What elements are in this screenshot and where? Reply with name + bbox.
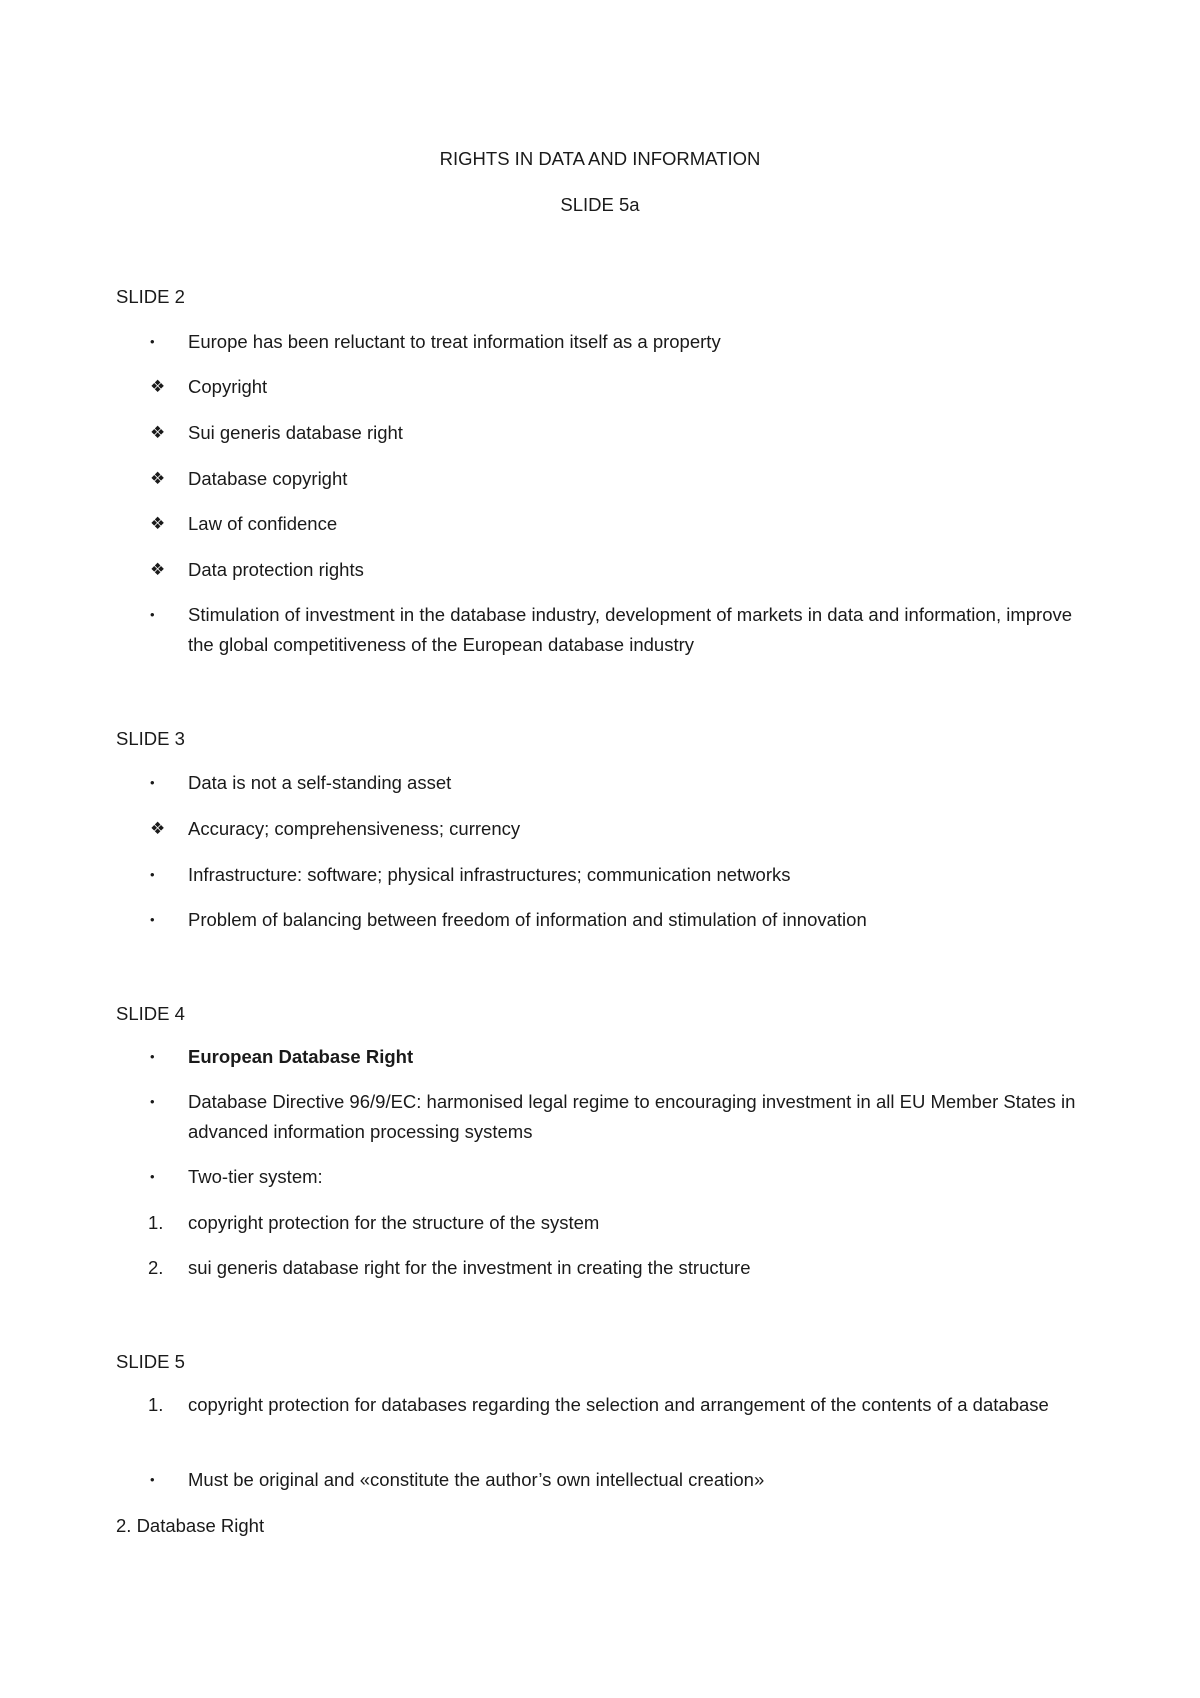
list-number: 2. [148,1257,164,1278]
bullet-diamond-icon: ❖ [150,469,166,488]
database-right-line: 2. Database Right [116,1515,265,1536]
list-item: European Database Right [188,1046,414,1067]
list-item: Data protection rights [188,559,364,580]
bullet-dot-icon: • [150,1472,155,1487]
bullet-dot-icon: • [150,1169,155,1184]
bullet-diamond-icon: ❖ [150,423,166,442]
list-number: 1. [148,1394,164,1415]
list-item: Stimulation of investment in the database industry, development of markets in data and information, improve the global competitiveness of the European database industry [188,604,1073,655]
list-number: 1. [148,1212,164,1233]
list-item: Two-tier system: [188,1166,323,1187]
list-item: Europe has been reluctant to treat information itself as a property [188,331,721,352]
bullet-diamond-icon: ❖ [150,560,166,579]
list-item: Must be original and «constitute the author’s own intellectual creation» [188,1469,765,1490]
bullet-diamond-icon: ❖ [150,377,166,396]
bullet-dot-icon: • [150,1049,155,1064]
list-item: Data is not a self-standing asset [188,772,452,793]
document-title: RIGHTS IN DATA AND INFORMATION [439,148,761,169]
list-item: copyright protection for the structure of the system [188,1212,600,1233]
bullet-dot-icon: • [150,1094,155,1109]
bullet-dot-icon: • [150,775,155,790]
document-subtitle: SLIDE 5a [560,194,640,215]
bullet-dot-icon: • [150,867,155,882]
section-heading-slide-4: SLIDE 4 [116,1003,185,1024]
bullet-dot-icon: • [150,912,155,927]
bullet-dot-icon: • [150,334,155,349]
bullet-diamond-icon: ❖ [150,514,166,533]
list-item: Database copyright [188,468,348,489]
section-heading-slide-2: SLIDE 2 [116,286,185,307]
list-item: Accuracy; comprehensiveness; currency [188,818,521,839]
bullet-dot-icon: • [150,607,155,622]
list-item: Sui generis database right [188,422,403,443]
list-item: Law of confidence [188,513,338,534]
list-item: copyright protection for databases regarding the selection and arrangement of the contents of a database [188,1394,1049,1415]
list-item: Problem of balancing between freedom of information and stimulation of innovation [188,909,867,930]
list-item: Copyright [188,376,268,397]
section-heading-slide-5: SLIDE 5 [116,1351,185,1372]
list-item: Database Directive 96/9/EC: harmonised legal regime to encouraging investment in all EU Member States in advanced information processing systems [188,1091,1076,1142]
list-item: sui generis database right for the investment in creating the structure [188,1257,751,1278]
list-item: Infrastructure: software; physical infrastructures; communication networks [188,864,791,885]
section-heading-slide-3: SLIDE 3 [116,728,185,749]
bullet-diamond-icon: ❖ [150,819,166,838]
